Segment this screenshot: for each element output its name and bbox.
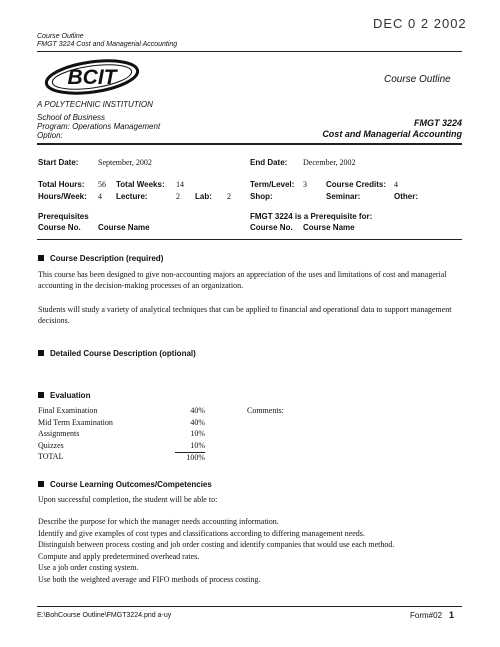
- evaluation-percent: 40%: [190, 406, 205, 415]
- course-credits-label: Course Credits:: [326, 180, 387, 189]
- institution-tagline: A POLYTECHNIC INSTITUTION: [37, 100, 153, 109]
- start-date-value: September, 2002: [98, 158, 152, 167]
- shop-label: Shop:: [250, 192, 273, 201]
- other-label: Other:: [394, 192, 418, 201]
- hours-week-value: 4: [98, 192, 102, 201]
- prerequisite-for-heading: FMGT 3224 is a Prerequisite for:: [250, 212, 373, 221]
- evaluation-heading: [38, 391, 90, 400]
- lecture-label: Lecture:: [116, 192, 148, 201]
- program-name: Program: Operations Management: [37, 122, 161, 131]
- outcome-item: Use both the weighted average and FIFO methods of process costing.: [38, 574, 261, 584]
- evaluation-percent: 10%: [175, 441, 205, 454]
- course-description-heading: [38, 254, 163, 263]
- lab-label: Lab:: [195, 192, 212, 201]
- document-title: Course Outline: [384, 74, 451, 85]
- outcome-item: Identify and give examples of cost types and classifications according to differing management needs.: [38, 528, 365, 538]
- received-date-stamp: DEC 0 2 2002: [373, 16, 467, 31]
- outcome-item: Distinguish between process costing and job order costing and identify companies that would use each method.: [38, 540, 395, 549]
- outcome-item: Compute and apply predetermined overhead rates.: [38, 551, 200, 561]
- footer-rule: [37, 606, 462, 607]
- total-hours-label: Total Hours:: [38, 180, 85, 189]
- prereq-for-col-course-name: Course Name: [303, 223, 355, 232]
- evaluation-item: Assignments: [38, 429, 80, 438]
- evaluation-items: [38, 406, 113, 464]
- evaluation-item: Quizzes: [38, 440, 64, 450]
- seminar-label: Seminar:: [326, 192, 361, 201]
- footer-file-path: E:\BohCourse Outline\FMGT3224.pnd a-uy: [37, 612, 172, 619]
- running-header-title: Course Outline: [37, 33, 84, 40]
- evaluation-percentages: [175, 406, 205, 465]
- prereq-col-course-no: Course No.: [38, 223, 81, 232]
- header-rule: [37, 51, 462, 52]
- title-rule: [37, 143, 462, 145]
- bullet-square-icon: [38, 350, 44, 356]
- bcit-logo: [42, 57, 142, 97]
- total-weeks-value: 14: [176, 180, 184, 189]
- evaluation-percent-total: 100%: [186, 453, 205, 462]
- lab-value: 2: [227, 192, 231, 201]
- logo-wordmark: BCIT: [67, 66, 117, 89]
- prerequisites-heading: Prerequisites: [38, 212, 89, 221]
- footer-page-number: 1: [449, 610, 455, 620]
- course-description-paragraph-1: This course has been designed to give non-accounting majors an appreciation of the uses and limitations of cost and managerial accounting in the decision-making processes of an organization.: [38, 270, 447, 290]
- lecture-value: 2: [176, 192, 180, 201]
- detailed-description-title: Detailed Course Description (optional): [50, 349, 196, 358]
- running-header-course: FMGT 3224 Cost and Managerial Accounting: [37, 41, 178, 48]
- evaluation-item: TOTAL: [38, 452, 64, 461]
- learning-outcomes-list: [38, 517, 463, 586]
- term-level-label: Term/Level:: [250, 180, 295, 189]
- prereq-col-course-name: Course Name: [98, 223, 150, 232]
- course-credits-value: 4: [394, 180, 398, 189]
- evaluation-percent: 10%: [190, 429, 205, 438]
- hours-week-label: Hours/Week:: [38, 192, 87, 201]
- learning-outcomes-heading: [38, 480, 212, 489]
- outcome-item: Use a job order costing system.: [38, 563, 139, 572]
- school-name: School of Business: [37, 113, 106, 122]
- end-date-label: End Date:: [250, 158, 288, 167]
- bullet-square-icon: [38, 481, 44, 487]
- learning-outcomes-title: Course Learning Outcomes/Competencies: [50, 480, 212, 489]
- evaluation-title: Evaluation: [50, 391, 91, 400]
- prereq-for-col-course-no: Course No.: [250, 223, 293, 232]
- term-level-value: 3: [303, 180, 307, 189]
- total-hours-value: 56: [98, 180, 106, 189]
- footer-form-number: Form#02: [410, 611, 443, 620]
- outcome-item: Describe the purpose for which the manager needs accounting information.: [38, 517, 279, 526]
- evaluation-percent: 40%: [190, 417, 205, 427]
- evaluation-comments-label: Comments:: [247, 406, 284, 415]
- course-code: FMGT 3224: [413, 118, 462, 128]
- evaluation-item: Final Examination: [38, 406, 98, 415]
- end-date-value: December, 2002: [303, 158, 356, 167]
- course-description-paragraph-2: Students will study a variety of analytical techniques that can be applied to financial and operational data to support management decisions.: [38, 305, 452, 325]
- bullet-square-icon: [38, 392, 44, 398]
- course-description-title: Course Description (required): [50, 254, 164, 263]
- info-rule: [37, 239, 462, 240]
- evaluation-item: Mid Term Examination: [38, 417, 113, 427]
- start-date-label: Start Date:: [38, 158, 79, 167]
- detailed-description-heading: [38, 349, 196, 358]
- learning-outcomes-intro: Upon successful completion, the student will be able to:: [38, 495, 218, 504]
- bullet-square-icon: [38, 255, 44, 261]
- total-weeks-label: Total Weeks:: [116, 180, 165, 189]
- course-name: Cost and Managerial Accounting: [322, 129, 462, 139]
- option-label: Option:: [37, 131, 63, 140]
